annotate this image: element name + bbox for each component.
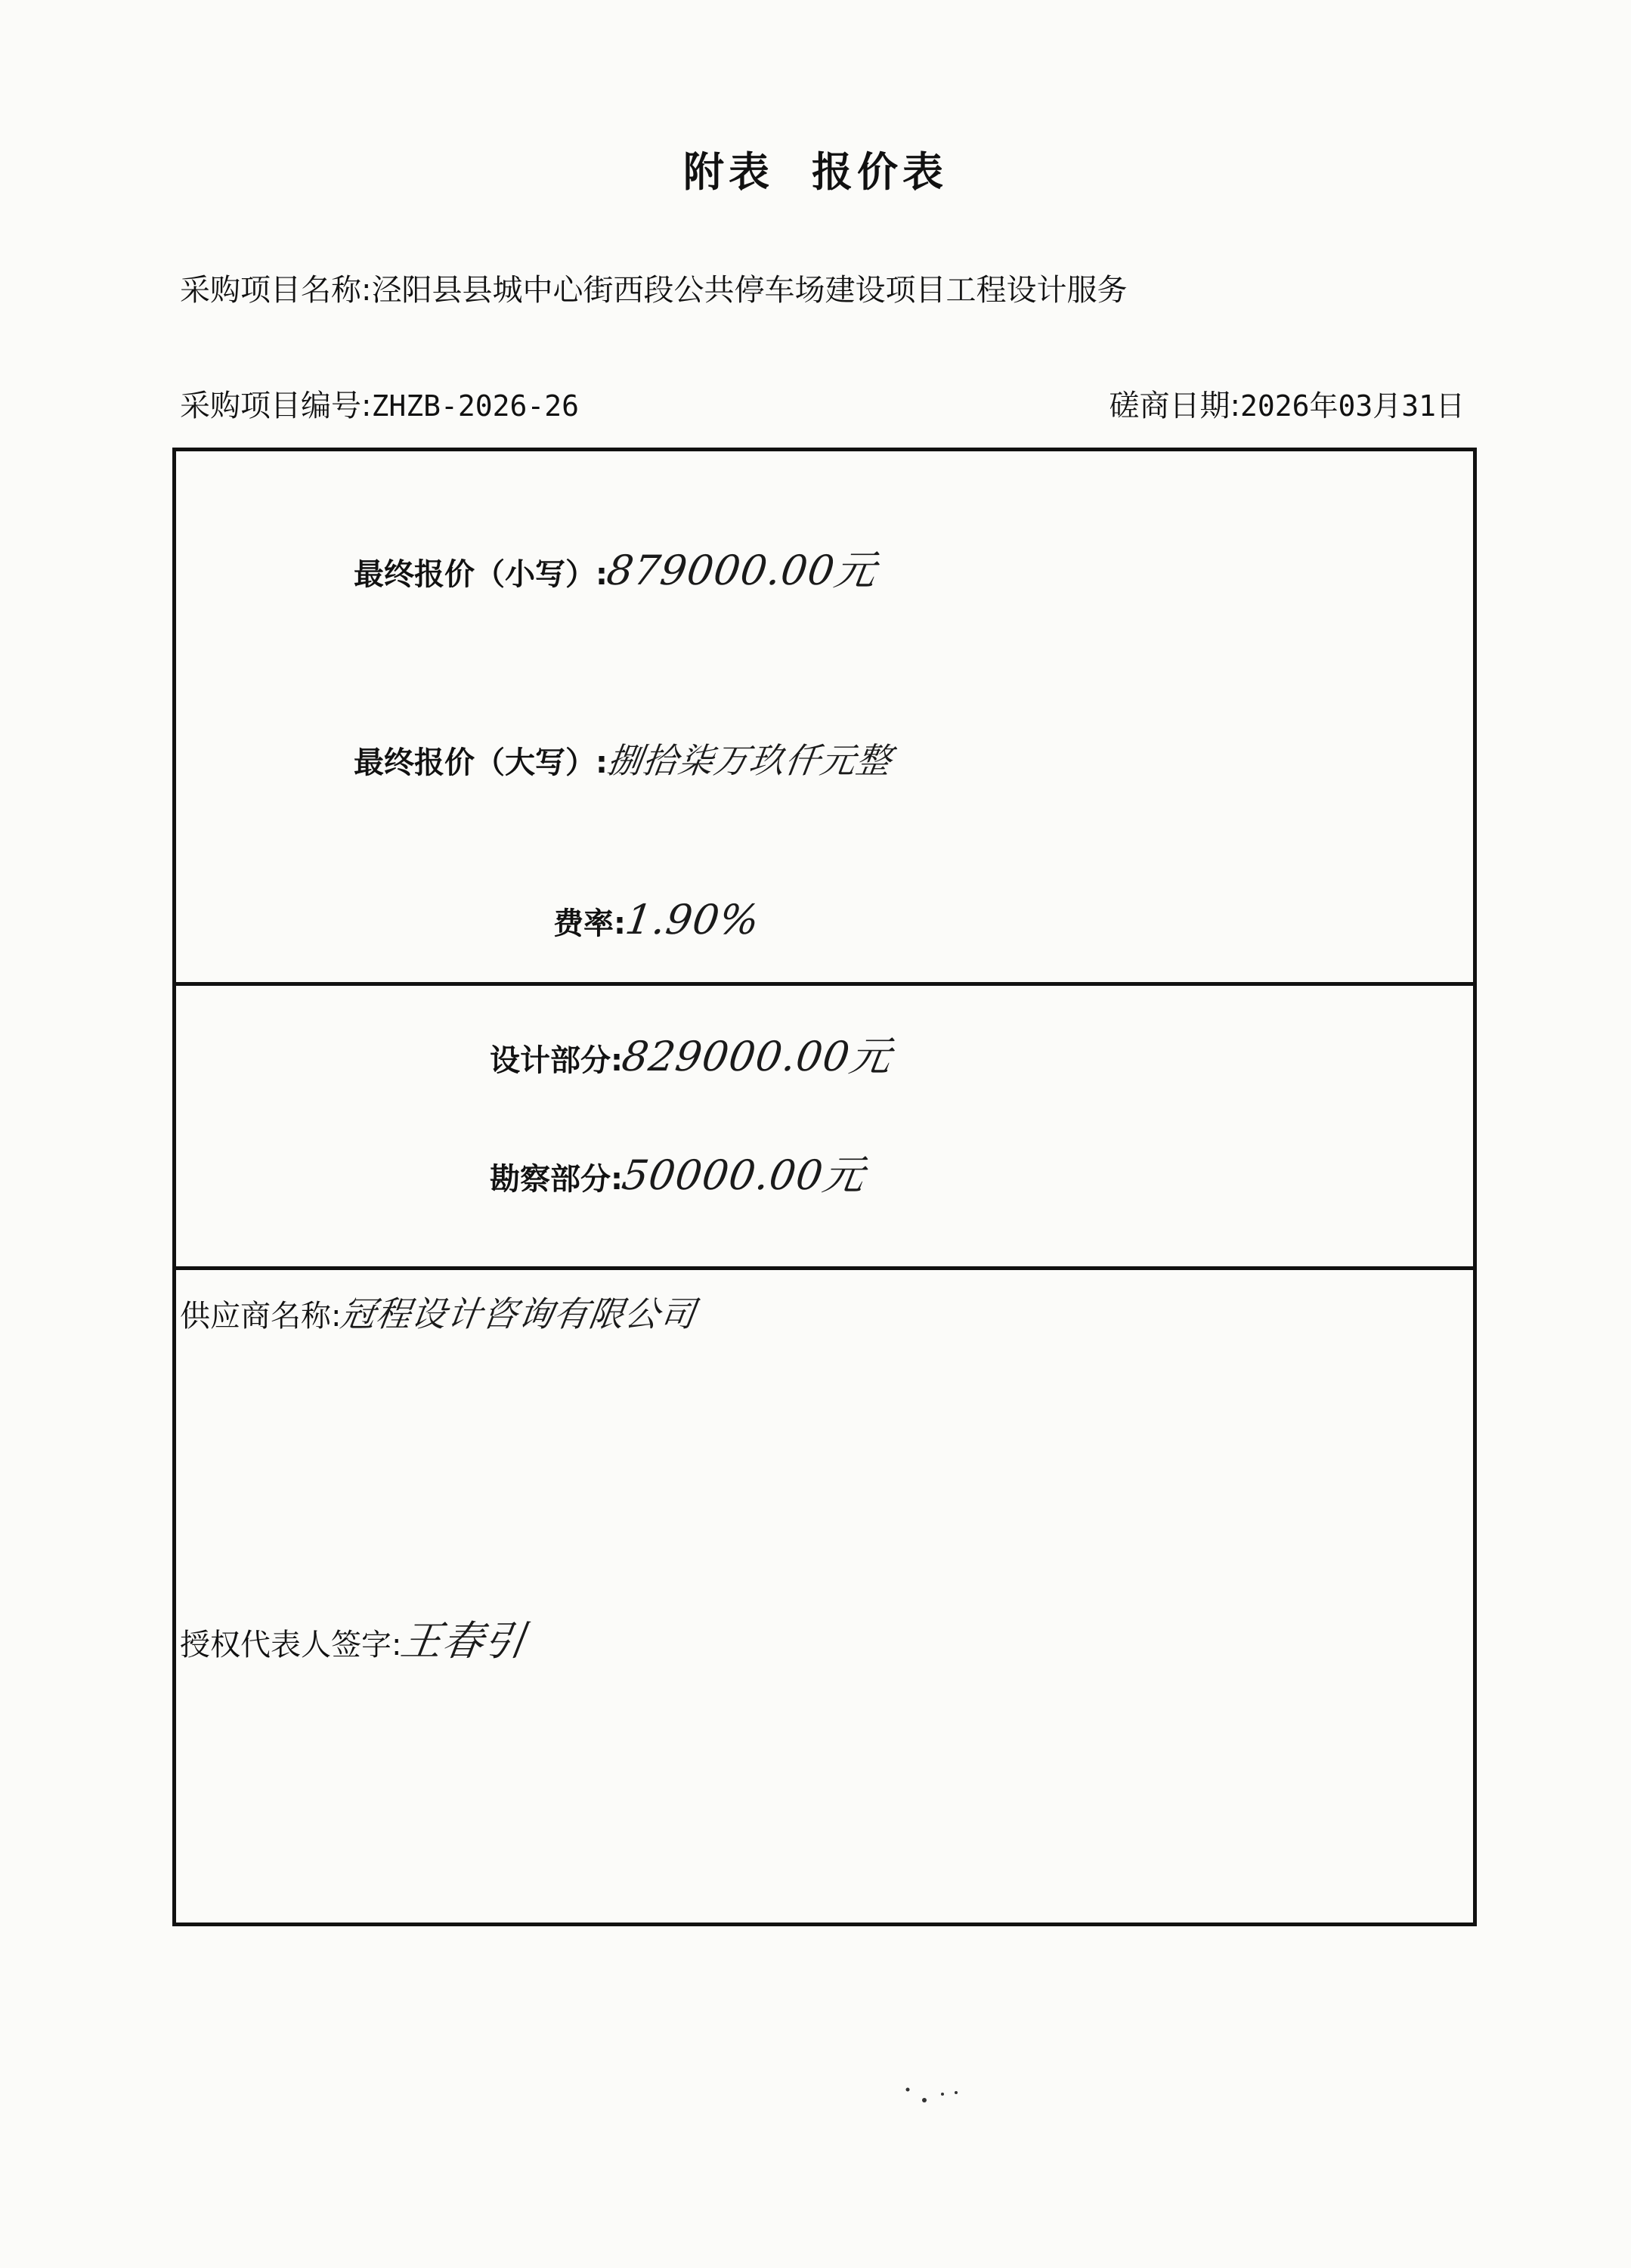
design-value: 829000.00元 — [619, 1033, 895, 1080]
final-small-value: 879000.00元 — [604, 547, 880, 594]
rep-signature-row — [180, 1609, 530, 1667]
project-no-value: ZHZB-2026-26 — [371, 389, 580, 423]
survey-label: 勘察部分: — [490, 1162, 623, 1197]
final-big-row — [354, 733, 895, 783]
rate-row — [553, 896, 763, 943]
project-no-label: 采购项目编号: — [180, 389, 372, 423]
project-name-row — [180, 266, 1127, 309]
date-row — [1109, 382, 1465, 425]
supplier-value: 冠程设计咨询有限公司 — [338, 1294, 699, 1334]
supplier-label: 供应商名称: — [180, 1299, 342, 1334]
project-no-row — [180, 382, 579, 425]
page-title — [0, 140, 1631, 198]
survey-value: 50000.00元 — [619, 1151, 868, 1199]
rate-value: 1.90% — [622, 896, 763, 943]
final-small-row — [354, 538, 880, 596]
rep-label: 授权代表人签字: — [180, 1628, 402, 1662]
design-label: 设计部分: — [490, 1043, 623, 1078]
scan-speck-marks — [903, 2085, 964, 2115]
table-divider-2 — [172, 1266, 1477, 1270]
project-name-label: 采购项目名称: — [180, 273, 372, 308]
table-divider-1 — [172, 982, 1477, 986]
project-name-value: 泾阳县县城中心街西段公共停车场建设项目工程设计服务 — [371, 273, 1128, 308]
date-value: 2026年03月31日 — [1239, 389, 1465, 423]
final-big-value: 捌拾柒万玖仟元整 — [604, 740, 895, 781]
final-big-label: 最终报价（大写）: — [354, 745, 608, 780]
title-main: 报价表 — [812, 148, 948, 196]
supplier-row — [180, 1287, 699, 1337]
date-label: 磋商日期: — [1109, 389, 1240, 423]
rep-signature: 王春引 — [398, 1617, 530, 1665]
rate-label: 费率: — [553, 906, 626, 941]
design-row — [490, 1024, 895, 1083]
title-prefix: 附表 — [683, 148, 774, 196]
survey-row — [490, 1143, 868, 1201]
final-small-label: 最终报价（小写）: — [354, 557, 608, 592]
